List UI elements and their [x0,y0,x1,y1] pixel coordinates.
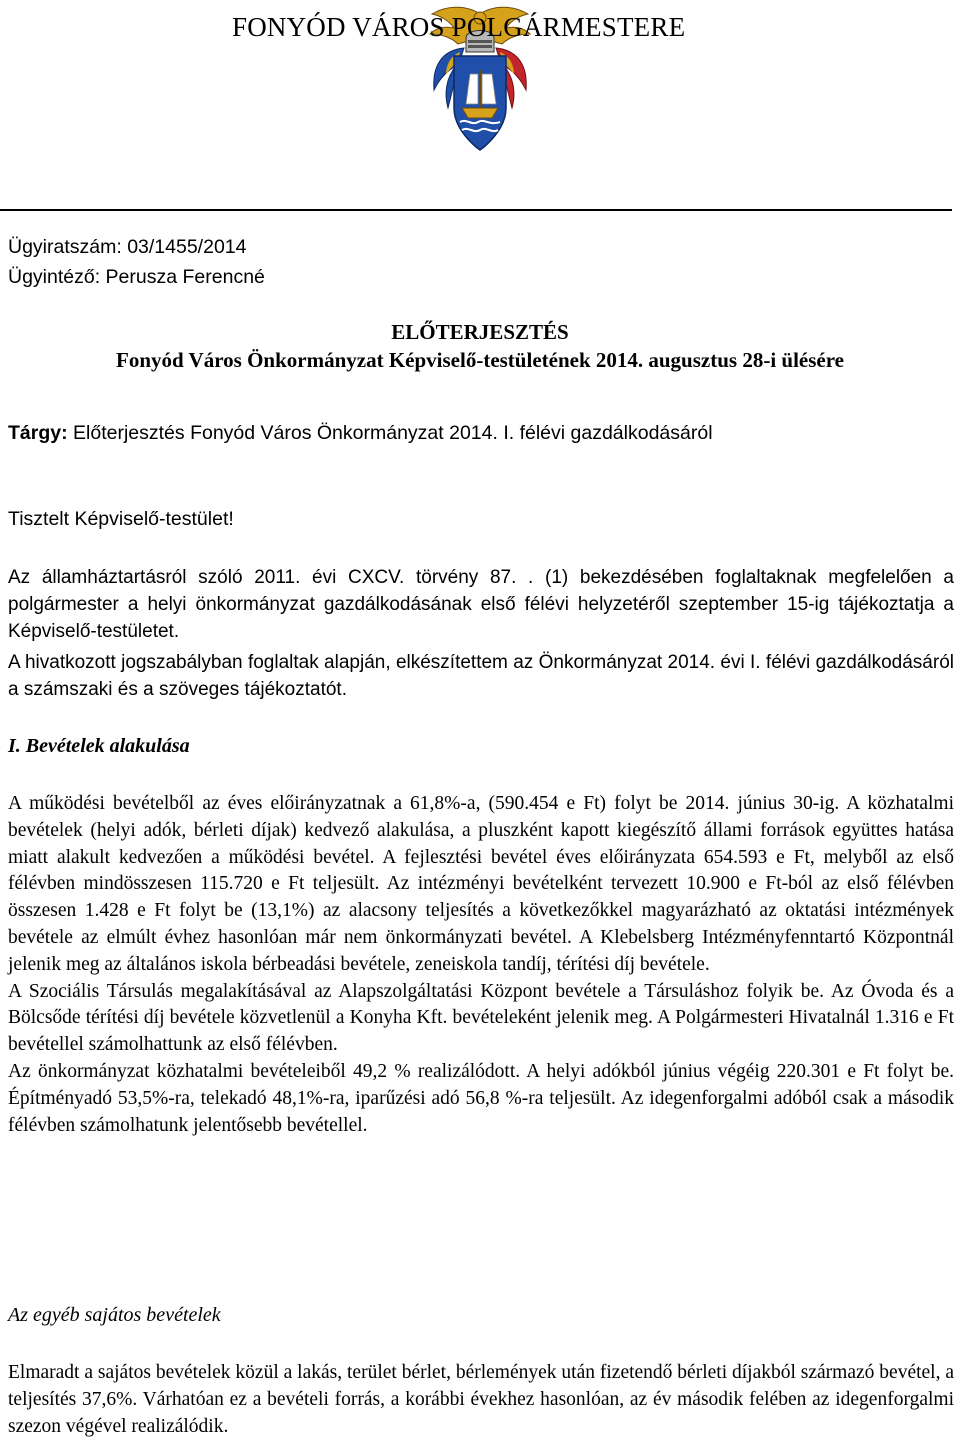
subject-line [8,422,713,445]
document-type [0,318,960,374]
revenue-paragraph-3: Az önkormányzat közhatalmi bevételeiből 49,2 % realizálódott. A helyi adókból június végéig 220.301 e Ft folyt be. Építményadó 53,5%-ra, telekadó 48,1%-ra, iparűzési adó 56,8 %-ra teljesült. Az idegenforgalmi adóból csak a második félévben számolhatunk jelentősebb bevétellel. [8,1060,954,1136]
subject-label: Tárgy: [8,422,68,444]
document-type-label: ELŐTERJESZTÉS [391,320,569,344]
document-addressee: Fonyód Város Önkormányzat Képviselő-testületének 2014. augusztus 28-i ülésére [116,348,844,372]
section-heading-special-revenue: Az egyéb sajátos bevételek [8,1304,221,1326]
revenue-paragraph-2: A Szociális Társulás megalakításával az Alapszolgáltatási Központ bevétele a Társuláshoz folyik be. Az Óvoda és a Bölcsőde térítési díj bevétele közvetlenül a Konyha Kft. bevételeként jelenik meg. A Polgármesteri Hivatalnál 1.316 e Ft bevétellel számolhattunk az első félévben. [8,980,954,1056]
subject-text: Előterjesztés Fonyód Város Önkormányzat 2014. I. félévi gazdálkodásáról [67,422,713,444]
section-revenue-body [8,791,954,1139]
revenue-paragraph-1: A működési bevételből az éves előirányzatnak a 61,8%-a, (590.454 e Ft) folyt be 2014. június 30-ig. A közhatalmi bevételek (helyi adók, bérleti díjak) kedvező alakulása, a pluszként kapott kiegészítő állami források együttes hatása miatt alakult kedvezően a működési bevétel. A fejlesztési bevétel éves előirányzata 654.593 e Ft, melyből az első félévben mindösszesen 115.720 e Ft teljesült. Az intézményi bevételként tervezett 10.900 e Ft-ból az első félévben összesen 1.428 e Ft folyt be (13,1%) az alacsony teljesítés a következőkkel magyarázható az oktatási intézmények bevétele az elmúlt évhez hasonlóan már nem önkormányzati bevétel. A Klebelsberg Intézményfenntartó Központnál jelenik meg az általános iskola bérbeadási bevétele, zeneiskola tandíj, térítési díj bevétele. [8,793,954,975]
intro-paragraph-2: A hivatkozott jogszabályban foglaltak alapján, elkészítettem az Önkormányzat 2014. évi I. félévi gazdálkodásáról a számszaki és a szöveges tájékoztatót. [8,652,954,700]
document-meta [8,232,265,292]
administrator: Ügyintéző: Perusza Ferencné [8,266,265,288]
page-title: FONYÓD VÁROS POLGÁRMESTERE [232,12,686,42]
case-number: Ügyiratszám: 03/1455/2014 [8,236,247,258]
header-divider [0,209,952,211]
section-heading-revenue: I. Bevételek alakulása [8,735,190,757]
intro-paragraph-1: Az államháztartásról szóló 2011. évi CXCV. törvény 87. . (1) bekezdésében foglaltaknak megfelelően a polgármester a helyi önkormányzat gazdálkodásának első félévi helyzetéről szeptember 15-ig tájékoztatja a Képviselő-testületet. [8,567,954,642]
salutation: Tisztelt Képviselő-testület! [8,508,234,530]
special-revenue-paragraph: Elmaradt a sajátos bevételek közül a lakás, terület bérlet, bérlemények után fizetendő bérleti díjakból származó bevétel, a teljesítés 37,6%. Várhatóan ez a bevételi forrás, a korábbi évekhez hasonlóan, az év második felében az idegenforgalmi szezon végével realizálódik. [8,1362,954,1437]
